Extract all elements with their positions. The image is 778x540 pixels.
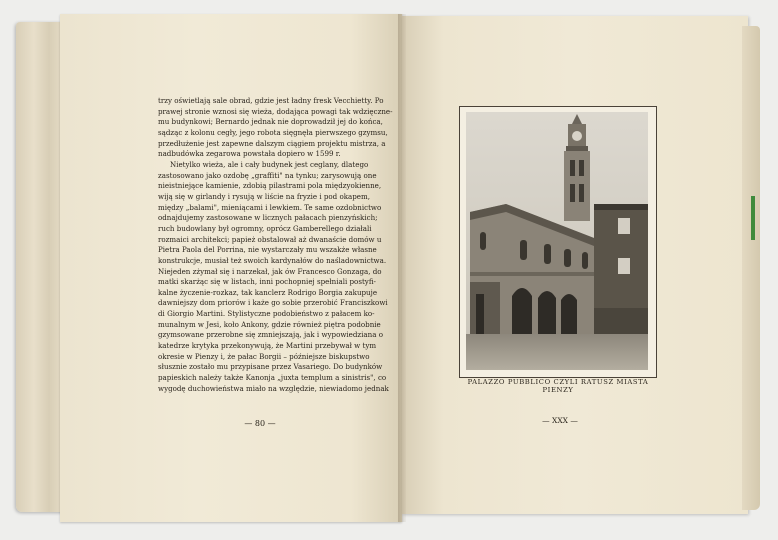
book-spine bbox=[398, 14, 406, 522]
text-line: matki skarżąc się w listach, inni pochopniej spełniali postyfi- bbox=[158, 277, 376, 287]
text-line: wiją się w girlandy i rysują w liście na fryzie i pod okapem, bbox=[158, 191, 370, 201]
text-line: nieistniejące kamienie, zdobią pilastrami pola międzyokienne, bbox=[158, 181, 382, 191]
text-line: konstrukcje, musiał też swoich kardynałów do naśladownictwa. bbox=[158, 255, 387, 265]
text-line: katedrze krytyka przekonywują, że Martini przebywał w tym bbox=[158, 341, 377, 351]
palazzo-photograph bbox=[466, 112, 648, 370]
text-line: Pietra Paola del Porrina, nie wystarczały mu wszakże własne bbox=[158, 245, 377, 255]
text-line: między „balami", mieniącami i lewkiem. Te same ozdobnictwo bbox=[158, 202, 382, 212]
text-line: okresie w Pienzy i, że pałac Borgii – późniejsze biskupstwo bbox=[158, 351, 370, 361]
text-line: di Giorgio Martini. Stylistyczne podobieństwo z pałacem ko- bbox=[158, 309, 375, 319]
right-page-number: — XXX — bbox=[542, 416, 578, 425]
text-line: prawej stronie wznosi się wieża, dodająca powagi tak wdzięczne- bbox=[158, 106, 393, 116]
text-line: rozmaici architekci; papież obstalował aż dwanaście domów u bbox=[158, 234, 382, 244]
left-page-text bbox=[158, 96, 393, 394]
text-line: Niejeden zżymał się i narzekał, jak ów Francesco Gonzaga, do bbox=[158, 266, 382, 276]
text-line: ruch budowlany był ogromny, oprócz Gamberellego działali bbox=[158, 223, 372, 233]
text-line: przedłużenie jest zapewne dalszym ciągiem projektu mistrza, a bbox=[158, 138, 386, 148]
bookmark-ribbon bbox=[751, 196, 755, 240]
text-line: Nietylko wieża, ale i cały budynek jest ceglany, dlatego bbox=[170, 159, 369, 169]
text-line: papieskich należy także Kanonja „juxta templum a sinistris", co bbox=[158, 373, 387, 383]
text-line: munalnym w Jesi, koło Ankony, gdzie również piętra podobnie bbox=[158, 319, 381, 329]
text-line: mu budynkowi; Bernardo jednak nie doprowadził jej do końca, bbox=[158, 117, 383, 127]
plate-caption: PALAZZO PUBBLICO CZYLI RATUSZ MIASTA PIENZY bbox=[467, 378, 649, 394]
text-line: odnajdujemy zastosowane w licznych pałacach pienzyńskich; bbox=[158, 213, 378, 223]
text-line: sądząc z kolonu cegły, jego robota sięgnęła pierwszego gzymsu, bbox=[158, 127, 388, 137]
text-line: gzymsowane przerobne się zmniejszają, jak i wypowiedziana o bbox=[158, 330, 383, 340]
text-line: zastosowano jako ozdobę „graffiti" na tynku; zarysowują one bbox=[158, 170, 377, 180]
text-line: dawniejszy dom priorów i każe go sobie przerobić Franciszkowi bbox=[158, 298, 388, 308]
text-line: słusznie zostało mu przypisane przez Vasariego. Do budynków bbox=[158, 362, 383, 372]
left-page-number: — 80 — bbox=[244, 419, 276, 428]
right-page-edges bbox=[742, 26, 760, 510]
text-line: nadbudówka zegarowa powstała dopiero w 1599 r. bbox=[158, 149, 341, 159]
text-line: kalne życzenie-rozkaz, tak kanclerz Rodrigo Borgia zakupuje bbox=[158, 287, 378, 297]
text-line: wygodę duchowieństwa miało na względzie, niewiadomo jednak bbox=[158, 383, 389, 393]
text-line: trzy oświetlają sale obrad, gdzie jest ładny fresk Vecchietty. Po bbox=[158, 96, 384, 105]
